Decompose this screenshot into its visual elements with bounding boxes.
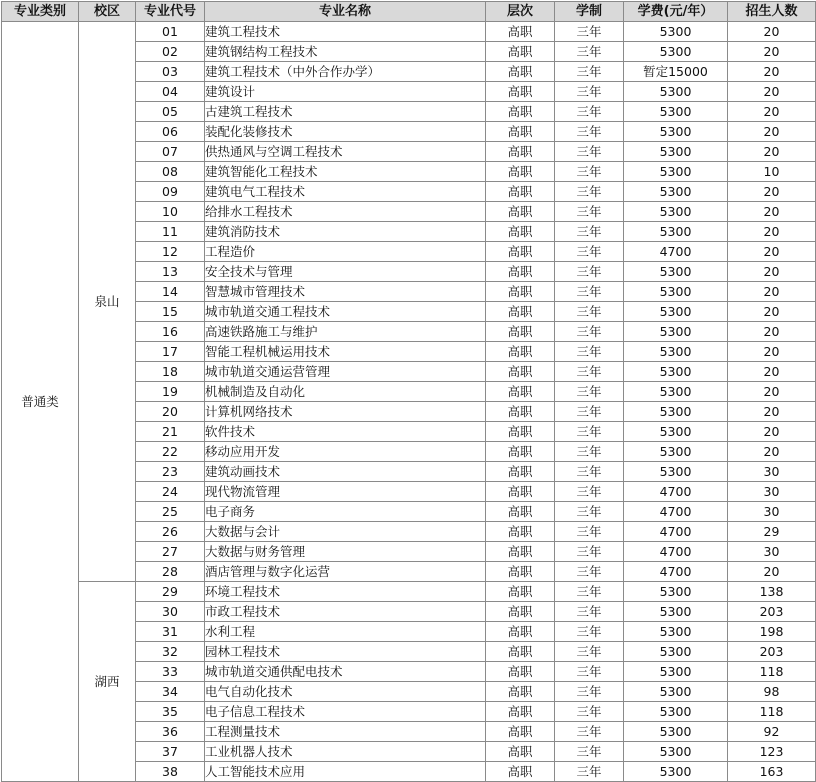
category-cell: 普通类	[2, 22, 79, 782]
enrollment-cell: 163	[728, 762, 816, 782]
table-body	[2, 22, 816, 782]
major-name-cell: 软件技术	[205, 422, 486, 442]
enrollment-cell: 203	[728, 642, 816, 662]
tuition-cell: 4700	[624, 482, 728, 502]
major-name-cell: 酒店管理与数字化运营	[205, 562, 486, 582]
duration-cell: 三年	[555, 22, 624, 42]
major-code-cell: 22	[136, 442, 205, 462]
major-name-cell: 建筑电气工程技术	[205, 182, 486, 202]
duration-cell: 三年	[555, 342, 624, 362]
level-cell: 高职	[486, 242, 555, 262]
duration-cell: 三年	[555, 82, 624, 102]
level-cell: 高职	[486, 142, 555, 162]
major-name-cell: 计算机网络技术	[205, 402, 486, 422]
tuition-cell: 5300	[624, 702, 728, 722]
major-code-cell: 05	[136, 102, 205, 122]
major-name-cell: 建筑设计	[205, 82, 486, 102]
tuition-cell: 5300	[624, 442, 728, 462]
tuition-cell: 5300	[624, 362, 728, 382]
duration-cell: 三年	[555, 502, 624, 522]
enrollment-cell: 92	[728, 722, 816, 742]
major-code-cell: 24	[136, 482, 205, 502]
enrollment-cell: 20	[728, 62, 816, 82]
duration-cell: 三年	[555, 142, 624, 162]
enrollment-cell: 20	[728, 242, 816, 262]
major-name-cell: 大数据与财务管理	[205, 542, 486, 562]
duration-cell: 三年	[555, 202, 624, 222]
header-row	[2, 2, 816, 22]
tuition-cell: 5300	[624, 22, 728, 42]
header-category: 专业类别	[2, 2, 79, 22]
enrollment-cell: 20	[728, 442, 816, 462]
level-cell: 高职	[486, 342, 555, 362]
enrollment-cell: 20	[728, 122, 816, 142]
tuition-cell: 5300	[624, 402, 728, 422]
major-code-cell: 19	[136, 382, 205, 402]
major-name-cell: 给排水工程技术	[205, 202, 486, 222]
duration-cell: 三年	[555, 262, 624, 282]
duration-cell: 三年	[555, 642, 624, 662]
major-code-cell: 02	[136, 42, 205, 62]
duration-cell: 三年	[555, 742, 624, 762]
tuition-cell: 5300	[624, 422, 728, 442]
level-cell: 高职	[486, 82, 555, 102]
major-name-cell: 供热通风与空调工程技术	[205, 142, 486, 162]
enrollment-cell: 20	[728, 42, 816, 62]
enrollment-cell: 20	[728, 342, 816, 362]
tuition-cell: 5300	[624, 282, 728, 302]
tuition-cell: 5300	[624, 762, 728, 782]
duration-cell: 三年	[555, 42, 624, 62]
enrollment-cell: 30	[728, 462, 816, 482]
level-cell: 高职	[486, 282, 555, 302]
enrollment-cell: 20	[728, 562, 816, 582]
level-cell: 高职	[486, 122, 555, 142]
major-name-cell: 装配化装修技术	[205, 122, 486, 142]
major-code-cell: 16	[136, 322, 205, 342]
tuition-cell: 4700	[624, 562, 728, 582]
major-code-cell: 03	[136, 62, 205, 82]
major-code-cell: 20	[136, 402, 205, 422]
major-name-cell: 建筑动画技术	[205, 462, 486, 482]
duration-cell: 三年	[555, 582, 624, 602]
level-cell: 高职	[486, 62, 555, 82]
level-cell: 高职	[486, 422, 555, 442]
enrollment-cell: 118	[728, 702, 816, 722]
tuition-cell: 5300	[624, 722, 728, 742]
major-name-cell: 电子商务	[205, 502, 486, 522]
enrollment-cell: 20	[728, 22, 816, 42]
major-code-cell: 26	[136, 522, 205, 542]
level-cell: 高职	[486, 262, 555, 282]
major-code-cell: 34	[136, 682, 205, 702]
major-name-cell: 古建筑工程技术	[205, 102, 486, 122]
major-name-cell: 现代物流管理	[205, 482, 486, 502]
level-cell: 高职	[486, 722, 555, 742]
major-code-cell: 27	[136, 542, 205, 562]
level-cell: 高职	[486, 522, 555, 542]
duration-cell: 三年	[555, 722, 624, 742]
major-code-cell: 08	[136, 162, 205, 182]
major-name-cell: 城市轨道交通运营管理	[205, 362, 486, 382]
enrollment-cell: 20	[728, 382, 816, 402]
tuition-cell: 4700	[624, 502, 728, 522]
tuition-cell: 5300	[624, 662, 728, 682]
enrollment-cell: 198	[728, 622, 816, 642]
major-code-cell: 06	[136, 122, 205, 142]
major-name-cell: 工程测量技术	[205, 722, 486, 742]
duration-cell: 三年	[555, 682, 624, 702]
major-name-cell: 人工智能技术应用	[205, 762, 486, 782]
level-cell: 高职	[486, 202, 555, 222]
major-name-cell: 园林工程技术	[205, 642, 486, 662]
tuition-cell: 5300	[624, 302, 728, 322]
level-cell: 高职	[486, 742, 555, 762]
level-cell: 高职	[486, 482, 555, 502]
enrollment-cell: 20	[728, 302, 816, 322]
major-name-cell: 城市轨道交通供配电技术	[205, 662, 486, 682]
header-tuition: 学费(元/年）	[624, 2, 728, 22]
enrollment-cell: 30	[728, 502, 816, 522]
header-code: 专业代号	[136, 2, 205, 22]
duration-cell: 三年	[555, 382, 624, 402]
level-cell: 高职	[486, 22, 555, 42]
tuition-cell: 5300	[624, 142, 728, 162]
duration-cell: 三年	[555, 122, 624, 142]
major-code-cell: 33	[136, 662, 205, 682]
major-name-cell: 电子信息工程技术	[205, 702, 486, 722]
table-row	[2, 582, 816, 602]
major-code-cell: 17	[136, 342, 205, 362]
enrollment-cell: 20	[728, 402, 816, 422]
major-code-cell: 15	[136, 302, 205, 322]
level-cell: 高职	[486, 462, 555, 482]
tuition-cell: 5300	[624, 622, 728, 642]
level-cell: 高职	[486, 402, 555, 422]
level-cell: 高职	[486, 582, 555, 602]
major-name-cell: 电气自动化技术	[205, 682, 486, 702]
enrollment-cell: 138	[728, 582, 816, 602]
major-code-cell: 14	[136, 282, 205, 302]
tuition-cell: 5300	[624, 122, 728, 142]
duration-cell: 三年	[555, 282, 624, 302]
enrollment-cell: 123	[728, 742, 816, 762]
duration-cell: 三年	[555, 662, 624, 682]
tuition-cell: 5300	[624, 162, 728, 182]
level-cell: 高职	[486, 222, 555, 242]
tuition-cell: 5300	[624, 322, 728, 342]
table-row	[2, 22, 816, 42]
major-code-cell: 09	[136, 182, 205, 202]
major-name-cell: 建筑智能化工程技术	[205, 162, 486, 182]
enrollment-cell: 20	[728, 422, 816, 442]
major-name-cell: 城市轨道交通工程技术	[205, 302, 486, 322]
major-name-cell: 建筑工程技术	[205, 22, 486, 42]
major-name-cell: 高速铁路施工与维护	[205, 322, 486, 342]
major-name-cell: 建筑钢结构工程技术	[205, 42, 486, 62]
tuition-cell: 4700	[624, 522, 728, 542]
level-cell: 高职	[486, 682, 555, 702]
major-name-cell: 安全技术与管理	[205, 262, 486, 282]
admissions-table	[1, 1, 816, 782]
enrollment-cell: 20	[728, 182, 816, 202]
tuition-cell: 5300	[624, 222, 728, 242]
duration-cell: 三年	[555, 182, 624, 202]
major-code-cell: 29	[136, 582, 205, 602]
major-code-cell: 30	[136, 602, 205, 622]
major-code-cell: 28	[136, 562, 205, 582]
tuition-cell: 5300	[624, 602, 728, 622]
tuition-cell: 5300	[624, 382, 728, 402]
header-name: 专业名称	[205, 2, 486, 22]
major-code-cell: 13	[136, 262, 205, 282]
duration-cell: 三年	[555, 162, 624, 182]
level-cell: 高职	[486, 702, 555, 722]
duration-cell: 三年	[555, 422, 624, 442]
enrollment-cell: 20	[728, 322, 816, 342]
enrollment-cell: 20	[728, 222, 816, 242]
duration-cell: 三年	[555, 102, 624, 122]
duration-cell: 三年	[555, 222, 624, 242]
header-level: 层次	[486, 2, 555, 22]
level-cell: 高职	[486, 322, 555, 342]
duration-cell: 三年	[555, 242, 624, 262]
tuition-cell: 5300	[624, 82, 728, 102]
level-cell: 高职	[486, 382, 555, 402]
level-cell: 高职	[486, 302, 555, 322]
tuition-cell: 4700	[624, 542, 728, 562]
major-name-cell: 智慧城市管理技术	[205, 282, 486, 302]
tuition-cell: 5300	[624, 42, 728, 62]
enrollment-cell: 30	[728, 482, 816, 502]
level-cell: 高职	[486, 102, 555, 122]
enrollment-cell: 118	[728, 662, 816, 682]
tuition-cell: 5300	[624, 102, 728, 122]
level-cell: 高职	[486, 542, 555, 562]
enrollment-cell: 29	[728, 522, 816, 542]
level-cell: 高职	[486, 502, 555, 522]
duration-cell: 三年	[555, 322, 624, 342]
major-code-cell: 11	[136, 222, 205, 242]
tuition-cell: 5300	[624, 682, 728, 702]
enrollment-cell: 20	[728, 102, 816, 122]
level-cell: 高职	[486, 42, 555, 62]
duration-cell: 三年	[555, 602, 624, 622]
level-cell: 高职	[486, 642, 555, 662]
major-code-cell: 04	[136, 82, 205, 102]
tuition-cell: 5300	[624, 202, 728, 222]
campus-cell: 湖西	[79, 582, 136, 782]
enrollment-cell: 20	[728, 362, 816, 382]
major-code-cell: 36	[136, 722, 205, 742]
tuition-cell: 5300	[624, 342, 728, 362]
duration-cell: 三年	[555, 62, 624, 82]
duration-cell: 三年	[555, 562, 624, 582]
level-cell: 高职	[486, 622, 555, 642]
tuition-cell: 暂定15000	[624, 62, 728, 82]
level-cell: 高职	[486, 362, 555, 382]
major-code-cell: 37	[136, 742, 205, 762]
major-name-cell: 建筑工程技术（中外合作办学）	[205, 62, 486, 82]
tuition-cell: 5300	[624, 582, 728, 602]
major-code-cell: 32	[136, 642, 205, 662]
major-code-cell: 23	[136, 462, 205, 482]
tuition-cell: 5300	[624, 742, 728, 762]
duration-cell: 三年	[555, 482, 624, 502]
header-enrollment: 招生人数	[728, 2, 816, 22]
major-name-cell: 机械制造及自动化	[205, 382, 486, 402]
enrollment-cell: 20	[728, 202, 816, 222]
duration-cell: 三年	[555, 622, 624, 642]
level-cell: 高职	[486, 442, 555, 462]
major-code-cell: 12	[136, 242, 205, 262]
major-name-cell: 工程造价	[205, 242, 486, 262]
enrollment-cell: 10	[728, 162, 816, 182]
major-code-cell: 10	[136, 202, 205, 222]
enrollment-cell: 20	[728, 142, 816, 162]
level-cell: 高职	[486, 762, 555, 782]
major-code-cell: 18	[136, 362, 205, 382]
major-code-cell: 38	[136, 762, 205, 782]
level-cell: 高职	[486, 182, 555, 202]
enrollment-cell: 30	[728, 542, 816, 562]
campus-cell: 泉山	[79, 22, 136, 582]
major-name-cell: 建筑消防技术	[205, 222, 486, 242]
major-name-cell: 市政工程技术	[205, 602, 486, 622]
level-cell: 高职	[486, 162, 555, 182]
tuition-cell: 5300	[624, 262, 728, 282]
enrollment-cell: 98	[728, 682, 816, 702]
header-duration: 学制	[555, 2, 624, 22]
duration-cell: 三年	[555, 702, 624, 722]
major-name-cell: 智能工程机械运用技术	[205, 342, 486, 362]
major-code-cell: 21	[136, 422, 205, 442]
duration-cell: 三年	[555, 442, 624, 462]
major-code-cell: 35	[136, 702, 205, 722]
major-code-cell: 07	[136, 142, 205, 162]
level-cell: 高职	[486, 562, 555, 582]
major-code-cell: 31	[136, 622, 205, 642]
duration-cell: 三年	[555, 542, 624, 562]
enrollment-cell: 20	[728, 262, 816, 282]
duration-cell: 三年	[555, 462, 624, 482]
major-code-cell: 01	[136, 22, 205, 42]
level-cell: 高职	[486, 602, 555, 622]
major-code-cell: 25	[136, 502, 205, 522]
enrollment-cell: 203	[728, 602, 816, 622]
major-name-cell: 水利工程	[205, 622, 486, 642]
duration-cell: 三年	[555, 402, 624, 422]
level-cell: 高职	[486, 662, 555, 682]
tuition-cell: 5300	[624, 182, 728, 202]
major-name-cell: 工业机器人技术	[205, 742, 486, 762]
tuition-cell: 5300	[624, 462, 728, 482]
major-name-cell: 移动应用开发	[205, 442, 486, 462]
tuition-cell: 4700	[624, 242, 728, 262]
duration-cell: 三年	[555, 522, 624, 542]
major-name-cell: 大数据与会计	[205, 522, 486, 542]
duration-cell: 三年	[555, 762, 624, 782]
enrollment-cell: 20	[728, 82, 816, 102]
header-campus: 校区	[79, 2, 136, 22]
enrollment-cell: 20	[728, 282, 816, 302]
duration-cell: 三年	[555, 362, 624, 382]
tuition-cell: 5300	[624, 642, 728, 662]
major-name-cell: 环境工程技术	[205, 582, 486, 602]
duration-cell: 三年	[555, 302, 624, 322]
